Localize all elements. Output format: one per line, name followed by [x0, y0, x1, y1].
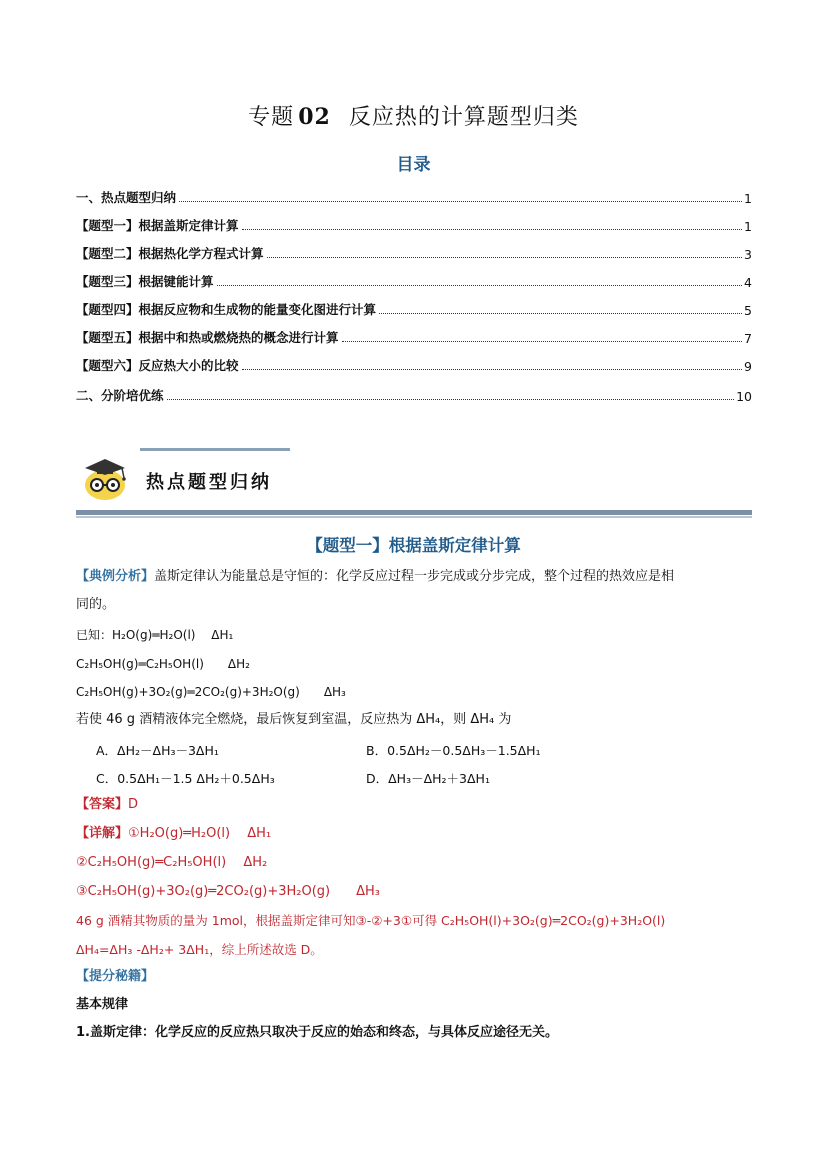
detail-tag: 【详解】	[76, 826, 129, 841]
graduate-cap-glasses-icon	[80, 454, 130, 502]
toc-item[interactable]	[76, 188, 752, 206]
example-tag: 【典例分析】	[76, 569, 155, 584]
section-title: 【题型一】根据盖斯定律计算	[306, 536, 521, 555]
rule-1: 1.盖斯定律：化学反应的反应热只取决于反应的始态和终态，与具体反应途径无关。	[76, 1025, 558, 1040]
banner-rule-light	[76, 516, 752, 518]
toc-leader-dots	[179, 200, 742, 202]
title-prefix: 专题	[248, 105, 295, 130]
question-text: 若使 46 g 酒精液体完全燃烧，最后恢复到室温，反应热为 ΔH₄，则 ΔH₄ 为	[76, 712, 512, 727]
toc-leader-dots	[342, 340, 743, 342]
toc-item-page: 4	[744, 275, 752, 290]
toc-item[interactable]	[76, 300, 752, 318]
toc-item[interactable]	[76, 328, 752, 346]
option-d: D．ΔH₃－ΔH₂＋3ΔH₁	[366, 771, 490, 786]
known-eq1	[76, 626, 756, 644]
toc-item-page: 1	[744, 219, 752, 234]
toc-item-page: 7	[744, 331, 752, 346]
toc-item-page: 5	[744, 303, 752, 318]
toc-leader-dots	[242, 368, 743, 370]
toc-item[interactable]	[76, 244, 752, 262]
toc-item-page: 3	[744, 247, 752, 262]
detail-eq2: ②C₂H₅OH(g)═C₂H₅OH(l) ΔH₂	[76, 855, 268, 870]
toc-leader-dots	[242, 228, 743, 230]
toc-item-label: 【题型一】根据盖斯定律计算	[76, 218, 239, 233]
banner-top-line	[140, 448, 290, 451]
option-b: B．0.5ΔH₂－0.5ΔH₃－1.5ΔH₁	[366, 743, 541, 758]
known-eq3: C₂H₅OH(g)+3O₂(g)═2CO₂(g)+3H₂O(g) ΔH₃	[76, 685, 346, 699]
page-title	[0, 100, 827, 131]
answer-value: D	[128, 797, 139, 812]
toc-item[interactable]	[76, 216, 752, 234]
example-intro-text: 盖斯定律认为能量总是守恒的：化学反应过程一步完成或分步完成，整个过程的热效应是相	[154, 569, 675, 584]
answer-line	[76, 796, 756, 814]
toc-item-page: 9	[744, 359, 752, 374]
detail-eq3: ③C₂H₅OH(g)+3O₂(g)═2CO₂(g)+3H₂O(g) ΔH₃	[76, 884, 381, 899]
toc-heading: 目录	[396, 155, 431, 175]
detail-derivation: 46 g 酒精其物质的量为 1mol，根据盖斯定律可知③-②+3①可得 C₂H₅OH(l)+3O₂(g)═2CO₂(g)+3H₂O(l)	[76, 913, 666, 928]
toc-item-label: 一、热点题型归纳	[76, 190, 177, 205]
example-intro-line1	[76, 568, 756, 586]
toc-item-page: 1	[744, 191, 752, 206]
title-main: 反应热的计算题型归类	[348, 105, 579, 130]
toc-item-label: 【题型五】根据中和热或燃烧热的概念进行计算	[76, 330, 339, 345]
toc-item-label: 二、分阶培优练	[76, 388, 164, 403]
option-c: C．0.5ΔH₁－1.5 ΔH₂＋0.5ΔH₃	[96, 771, 275, 786]
option-a: A．ΔH₂－ΔH₃－3ΔH₁	[96, 743, 219, 758]
toc-leader-dots	[267, 256, 743, 258]
tips-tag-text: 【提分秘籍】	[76, 969, 155, 984]
toc-leader-dots	[379, 312, 742, 314]
detail-conclusion: ΔH₄=ΔH₃ -ΔH₂+ 3ΔH₁，综上所述故选 D。	[76, 942, 323, 957]
toc-item-label: 【题型二】根据热化学方程式计算	[76, 246, 264, 261]
title-number: 02	[298, 104, 331, 130]
toc-item-label: 【题型四】根据反应物和生成物的能量变化图进行计算	[76, 302, 377, 317]
banner-text: 热点题型归纳	[146, 472, 272, 493]
detail-eq1: ①H₂O(g)═H₂O(l) ΔH₁	[128, 826, 272, 841]
toc-leader-dots	[167, 398, 735, 400]
detail-line1	[76, 825, 756, 843]
eq1: H₂O(g)═H₂O(l) ΔH₁	[112, 628, 234, 642]
toc-item-label: 【题型三】根据键能计算	[76, 274, 214, 289]
toc-item[interactable]	[76, 386, 752, 404]
known-label: 已知：	[76, 628, 113, 642]
toc-item[interactable]	[76, 272, 752, 290]
toc-leader-dots	[217, 284, 743, 286]
toc-item-page: 10	[736, 389, 752, 404]
banner-rule	[76, 510, 752, 515]
toc-item[interactable]	[76, 356, 752, 374]
tips-tag	[76, 968, 756, 986]
rule-heading: 基本规律	[76, 997, 129, 1012]
example-intro-line2: 同的。	[76, 597, 116, 612]
answer-tag: 【答案】	[76, 797, 129, 812]
known-eq2: C₂H₅OH(g)═C₂H₅OH(l) ΔH₂	[76, 657, 250, 671]
toc-item-label: 【题型六】反应热大小的比较	[76, 358, 239, 373]
